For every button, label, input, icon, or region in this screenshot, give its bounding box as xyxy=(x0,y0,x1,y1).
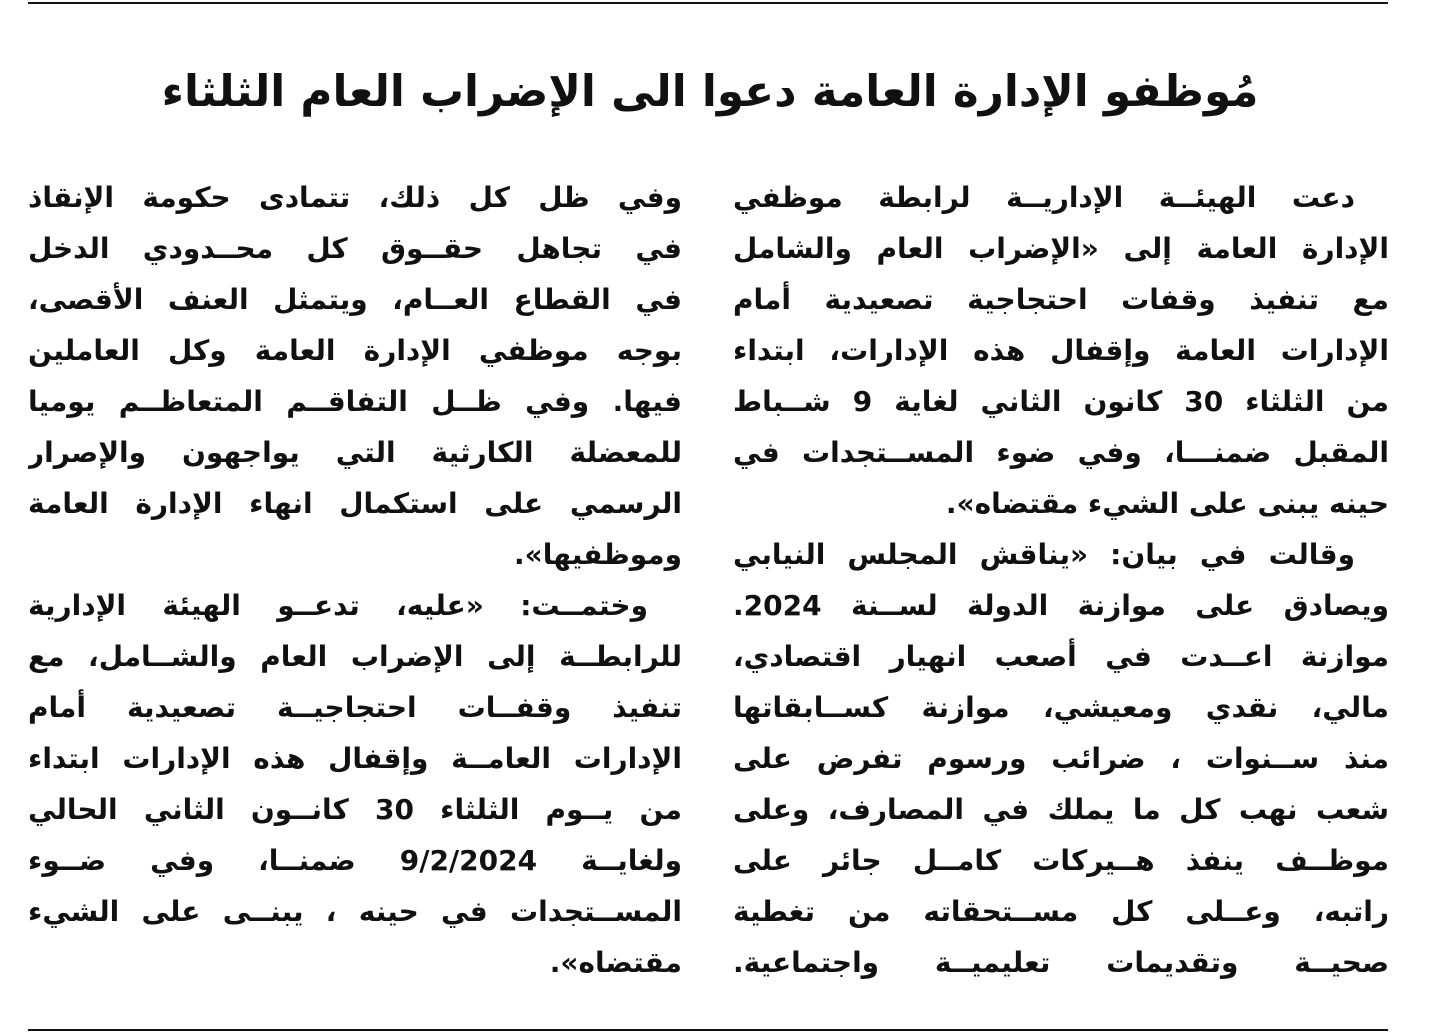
text-line: مقتضاه». xyxy=(549,946,682,979)
paragraph xyxy=(28,172,682,580)
paragraph xyxy=(733,529,1389,988)
text-line: موظــف ينفذ هــيركات كامــل جائر على xyxy=(733,844,1389,877)
text-line: شعب نهب كل ما يملك في المصارف، وعلى xyxy=(733,793,1389,826)
text-line: راتبه، وعــلى كل مســتحقاته من تغطية xyxy=(733,895,1389,928)
headline: مُوظفو الإدارة العامة دعوا الى الإضراب العام الثلثاء xyxy=(161,66,1259,117)
article-column-left xyxy=(28,172,682,988)
text-line: المقبل ضمنـــا، وفي ضوء المســتجدات في xyxy=(733,436,1389,469)
text-line: وفي ظل كل ذلك، تتمادى حكومة الإنقاذ xyxy=(28,181,682,214)
text-line: حينه يبنى على الشيء مقتضاه». xyxy=(945,487,1389,520)
paragraph xyxy=(733,172,1389,529)
text-line: الإدارة العامة إلى «الإضراب العام والشامل xyxy=(733,232,1389,265)
paragraph xyxy=(28,580,682,988)
text-line: المســتجدات في حينه ، يبنــى على الشيء xyxy=(28,895,682,928)
text-line: فيها. وفي ظــل التفاقــم المتعاظــم يوميا xyxy=(28,385,682,418)
text-line: من يــوم الثلثاء 30 كانــون الثاني الحالي xyxy=(28,793,682,826)
text-line: في القطاع العــام، ويتمثل العنف الأقصى، xyxy=(28,283,682,316)
text-line: ويصادق على موازنة الدولة لســنة 2024. xyxy=(733,589,1389,622)
text-line: مع تنفيذ وقفات احتجاجية تصعيدية أمام xyxy=(733,283,1389,316)
text-line: دعت الهيئــة الإداريــة لرابطة موظفي xyxy=(733,181,1355,214)
text-line: ولغايــة 9/2/2024 ضمنــا، وفي ضــوء xyxy=(28,844,682,877)
text-line: موازنة اعــدت في أصعب انهيار اقتصادي، xyxy=(733,640,1389,673)
text-line: وختمــت: «عليه، تدعــو الهيئة الإدارية xyxy=(28,589,648,622)
text-line: من الثلثاء 30 كانون الثاني لغاية 9 شــباط xyxy=(733,385,1389,418)
article-column-right xyxy=(733,172,1389,988)
text-line: الإدارات العامة وإقفال هذه الإدارات، ابتداء xyxy=(733,334,1389,367)
text-line: مالي، نقدي ومعيشي، موازنة كســابقاتها xyxy=(733,691,1389,724)
text-line: صحيــة وتقديمات تعليميــة واجتماعية. xyxy=(733,946,1389,979)
text-line: في تجاهل حقــوق كل محــدودي الدخل xyxy=(28,232,682,265)
bottom-rule xyxy=(28,1029,1388,1031)
top-rule xyxy=(28,2,1388,4)
text-line: للرابطــة إلى الإضراب العام والشــامل، مع xyxy=(28,640,682,673)
text-line: الإدارات العامــة وإقفال هذه الإدارات ابتداء xyxy=(28,742,682,775)
text-line: وقالت في بيان: «يناقش المجلس النيابي xyxy=(733,538,1355,571)
text-line: للمعضلة الكارثية التي يواجهون والإصرار xyxy=(28,436,682,469)
text-line: منذ ســنوات ، ضرائب ورسوم تفرض على xyxy=(733,742,1389,775)
text-line: وموظفيها». xyxy=(514,538,682,571)
text-line: بوجه موظفي الإدارة العامة وكل العاملين xyxy=(28,334,682,367)
text-line: تنفيذ وقفــات احتجاجيــة تصعيدية أمام xyxy=(28,691,682,724)
text-line: الرسمي على استكمال انهاء الإدارة العامة xyxy=(28,487,682,520)
